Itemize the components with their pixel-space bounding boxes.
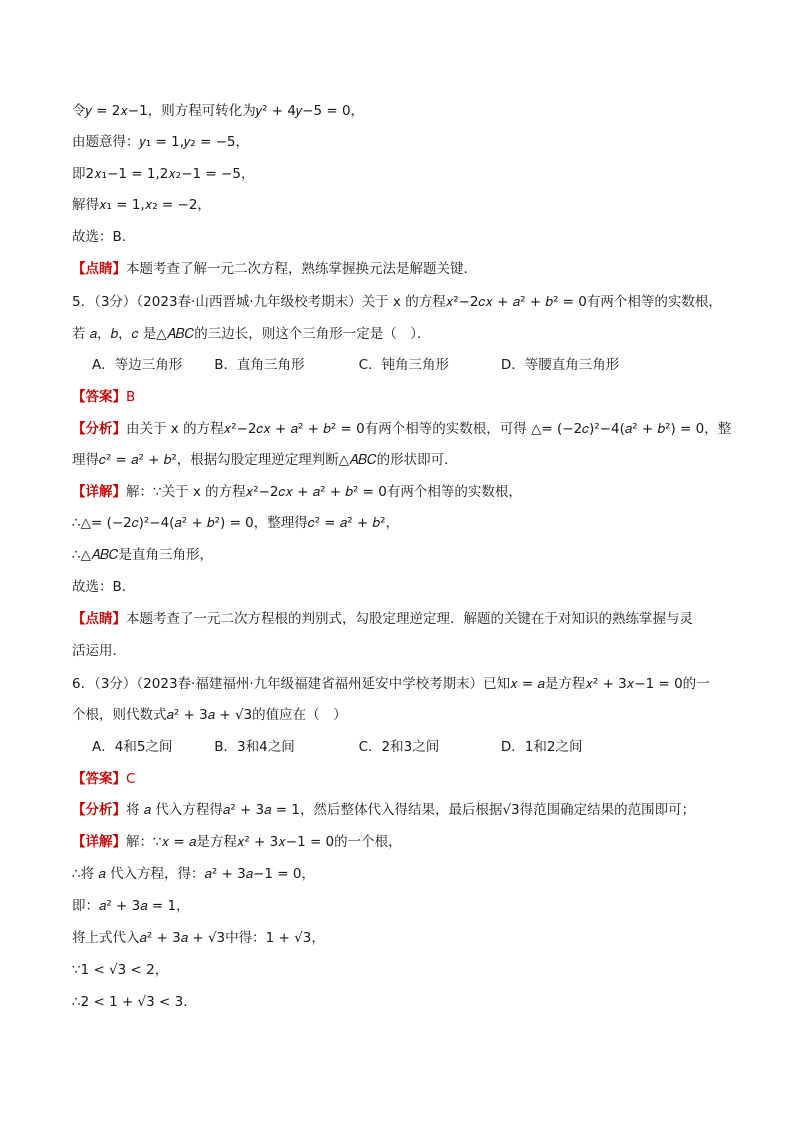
answer-value: C	[126, 771, 136, 787]
detail-tag: 【详解】	[72, 834, 126, 850]
q6-stem-line2: 个根，则代数式𝑎² + 3𝑎 + √3的值应在（ ）	[72, 707, 347, 723]
analysis-tag: 【分析】	[72, 802, 126, 818]
q5-remark-line2: 活运用．	[72, 643, 126, 659]
q5-detail-line2: ∴△= (−2𝑐)²−4(𝑎² + 𝑏²) = 0，整理得𝑐² = 𝑎² + 𝑏²，	[72, 515, 399, 531]
q6-option-a[interactable]: A．4和5之间	[92, 739, 173, 755]
q6-detail-line4: 将上式代入𝑎² + 3𝑎 + √3中得：1 + √3，	[72, 930, 325, 946]
q6-detail-line2: ∴将 𝑎 代入方程，得：𝑎² + 3𝑎−1 = 0，	[72, 866, 315, 882]
remark-text: 本题考查了一元二次方程根的判别式，勾股定理逆定理．解题的关键在于对知识的熟练掌握与灵	[126, 611, 693, 627]
q5-remark-line1	[72, 610, 734, 628]
answer-value: B	[126, 389, 136, 405]
remark-line	[72, 260, 734, 278]
solution-line: 解得𝑥₁ = 1,𝑥₂ = −2，	[72, 197, 211, 213]
q6-option-b[interactable]: B．3和4之间	[214, 739, 295, 755]
analysis-text: 将 𝑎 代入方程得𝑎² + 3𝑎 = 1，然后整体代入得结果，最后根据√3得范围确定结果的范围即可；	[126, 802, 696, 818]
detail-tag: 【详解】	[72, 484, 126, 500]
solution-line: 故选：B．	[72, 229, 136, 245]
q6-stem-line1: 6．（3分）（2023春·福建福州·九年级福建省福州延安中学校考期末）已知𝑥 = 𝑎是方程𝑥² + 3𝑥−1 = 0的一	[72, 676, 710, 692]
solution-line: 由题意得：𝑦₁ = 1,𝑦₂ = −5，	[72, 134, 250, 150]
q5-analysis-line2: 理得𝑐² = 𝑎² + 𝑏²，根据勾股定理逆定理判断△𝐴𝐵𝐶的形状即可．	[72, 452, 458, 468]
q6-detail-line1	[72, 833, 734, 851]
q5-option-b[interactable]: B．直角三角形	[214, 357, 305, 373]
q5-detail-line3: ∴△𝐴𝐵𝐶是直角三角形，	[72, 547, 213, 563]
q5-stem-line1: 5．（3分）（2023春·山西晋城·九年级校考期末）关于 x 的方程𝑥²−2𝑐𝑥 + 𝑎² + 𝑏² = 0有两个相等的实数根，	[72, 294, 722, 310]
q6-answer-line	[72, 770, 734, 788]
q6-options	[92, 738, 734, 756]
q5-option-c[interactable]: C．钝角三角形	[358, 357, 450, 373]
remark-tag: 【点睛】	[72, 611, 126, 627]
remark-text: 本题考查了解一元二次方程，熟练掌握换元法是解题关键．	[126, 261, 477, 277]
analysis-text: 由关于 x 的方程𝑥²−2𝑐𝑥 + 𝑎² + 𝑏² = 0有两个相等的实数根，可得 △= (−2𝑐)²−4(𝑎² + 𝑏²) = 0，整	[126, 421, 732, 437]
q6-option-c[interactable]: C．2和3之间	[358, 739, 440, 755]
answer-tag: 【答案】	[72, 771, 126, 787]
q5-stem-line2: 若 𝑎，𝑏，𝑐 是△𝐴𝐵𝐶的三边长，则这个三角形一定是（ ）．	[72, 326, 431, 342]
q5-option-d[interactable]: D．等腰直角三角形	[500, 357, 620, 373]
solution-line: 即2𝑥₁−1 = 1,2𝑥₂−1 = −5，	[72, 166, 255, 182]
remark-tag: 【点睛】	[72, 261, 126, 277]
q6-detail-line3: 即：𝑎² + 3𝑎 = 1，	[72, 898, 190, 914]
detail-text: 解：∵关于 x 的方程𝑥²−2𝑐𝑥 + 𝑎² + 𝑏² = 0有两个相等的实数根，	[126, 484, 522, 500]
detail-text: 解：∵𝑥 = 𝑎是方程𝑥² + 3𝑥−1 = 0的一个根，	[126, 834, 402, 850]
q5-option-a[interactable]: A．等边三角形	[92, 357, 183, 373]
analysis-tag: 【分析】	[72, 421, 126, 437]
q6-detail-line6: ∴2 < 1 + √3 < 3．	[72, 994, 197, 1010]
q5-analysis-line1	[72, 420, 734, 438]
q5-detail-line4: 故选：B．	[72, 579, 136, 595]
q6-analysis-line1	[72, 801, 734, 819]
q5-answer-line	[72, 388, 734, 406]
solution-line: 令𝑦 = 2𝑥−1，则方程可转化为𝑦² + 4𝑦−5 = 0，	[72, 103, 365, 119]
answer-tag: 【答案】	[72, 389, 126, 405]
q5-options	[92, 356, 734, 374]
q6-detail-line5: ∵1 < √3 < 2，	[72, 962, 169, 978]
q5-detail-line1	[72, 483, 734, 501]
q6-option-d[interactable]: D．1和2之间	[500, 739, 583, 755]
